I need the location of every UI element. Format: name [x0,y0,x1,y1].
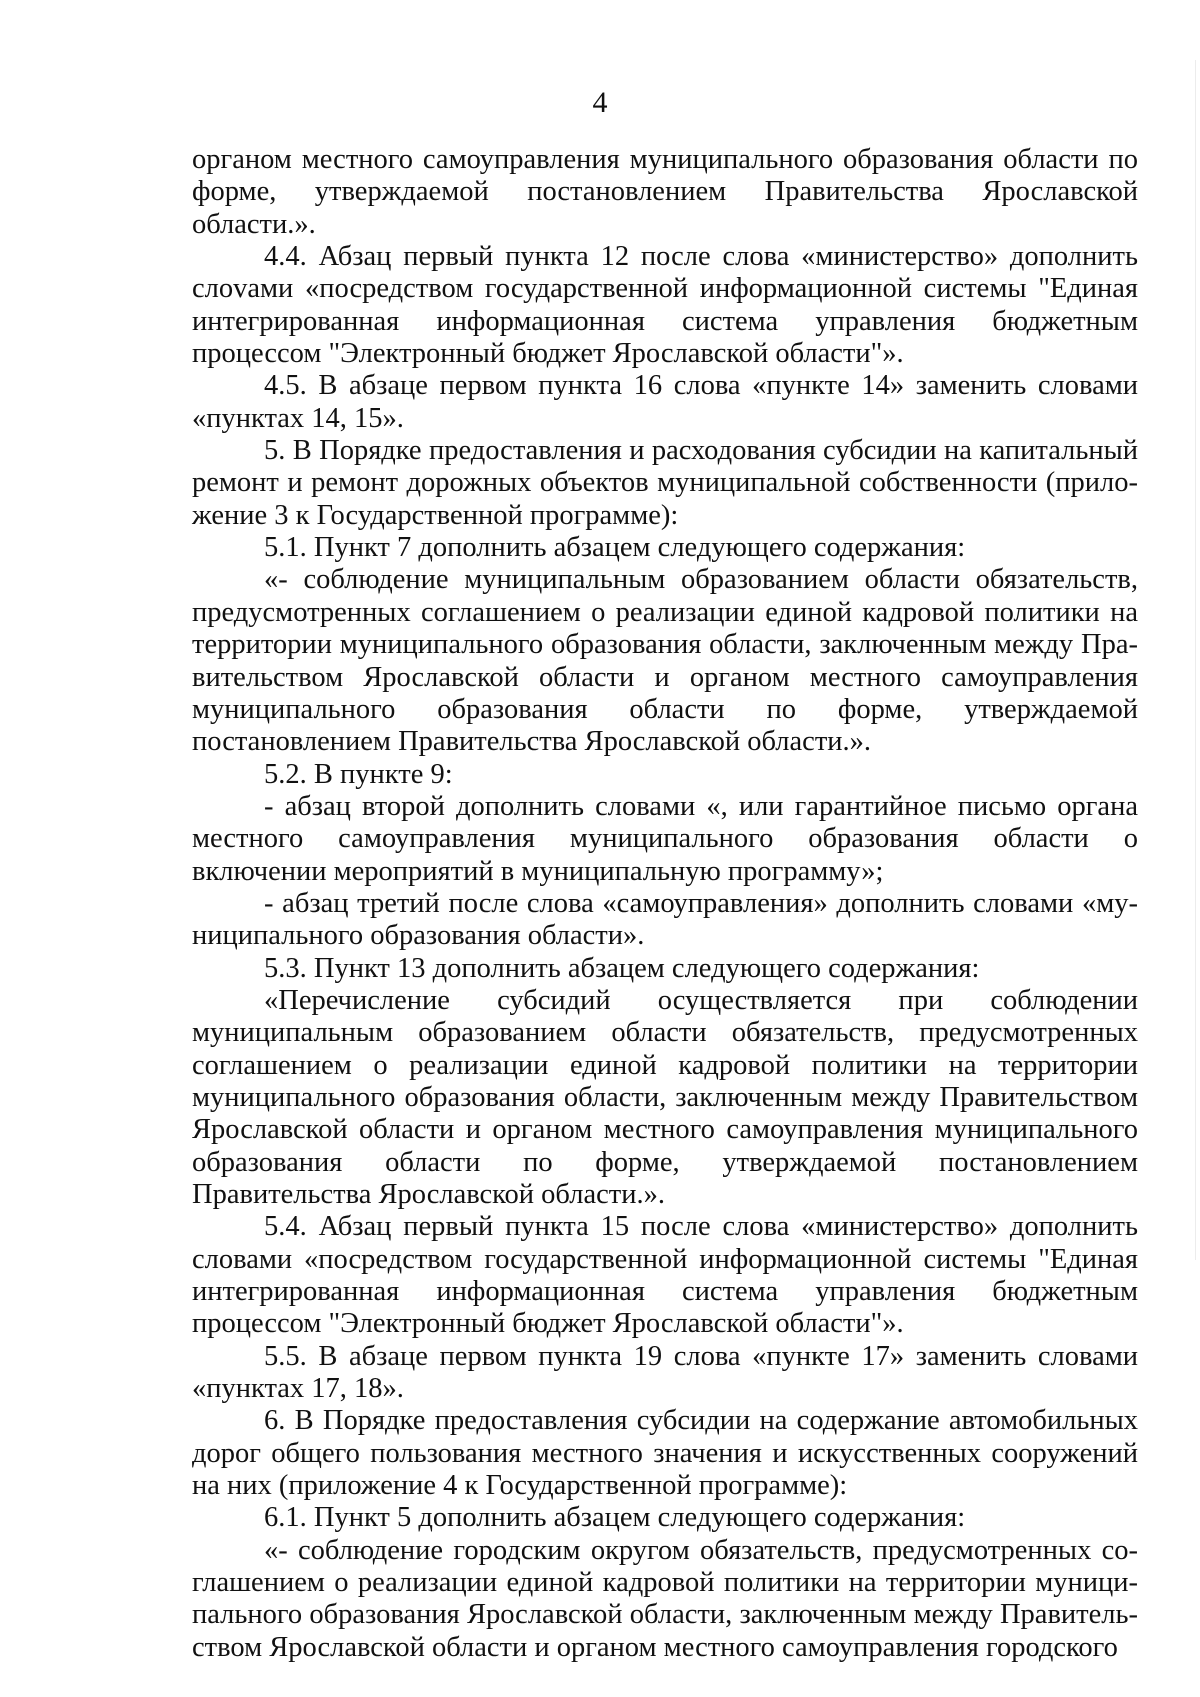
paragraph: 5.5. В абзаце первом пункта 19 слова «пункте 17» заменить словами «пунктах 17, 18». [192,1340,1138,1405]
paragraph: 5.2. В пункте 9: [264,758,453,790]
paragraph: «- соблюдение муниципальным образованием области обязательств, предусмотренных соглашением о реализации единой кадровой политики на территории муниципального образования области, заключенным между Правительством Ярославской области и органом местного самоуправления муниципального образования области по форме, утверждаемой постановлением Правительства Ярославской области.». [192,564,1138,758]
paragraph: «- соблюдение городским округом обязательств, предусмотренных соглашением о реализации единой кадровой политики на территории муниципального образования Ярославской области, заключенным между Правительством Ярославской области и органом местного самоуправления городского [192,1534,1138,1663]
scan-edge-line [1195,60,1196,1260]
paragraph: 5. В Порядке предоставления и расходования субсидии на капитальный ремонт и ремонт дорожных объектов муниципальной собственности (приложение 3 к Государственной программе): [192,435,1138,531]
paragraph: «Перечисление субсидий осуществляется при соблюдении муниципальным образованием области обязательств, предусмотренных соглашением о реализации единой кадровой политики на территории муниципального образования области, заключенным между Правительством Ярославской области и органом местного самоуправления муниципального образования области по форме, утверждаемой постановлением Правительства Ярославской области.». [192,984,1138,1210]
paragraph: - абзац второй дополнить словами «, или гарантийное письмо органа местного самоуправления муниципального образования области о включении мероприятий в муниципальную программу»; [192,790,1138,887]
paragraph: 4.4. Абзац первый пункта 12 после слова «министерство» дополнить слоvами «посредством государственной информационной системы "Единая интегрированная информационная система управления бюджетным процессом "Электронный бюджет Ярославской области"». [192,241,1138,370]
paragraph: - абзац третий после слова «самоуправления» дополнить словами «муниципального образования области». [192,887,1138,952]
paragraph: 5.3. Пункт 13 дополнить абзацем следующего содержания: [264,952,980,984]
document-body [192,144,1138,1664]
paragraph: органом местного самоуправления муниципального образования области по форме, утверждаемой постановлением Правительства Ярославской области.». [192,144,1138,240]
paragraph: 4.5. В абзаце первом пункта 16 слова «пункте 14» заменить словами «пунктах 14, 15». [192,370,1138,434]
paragraph: 5.4. Абзац первый пункта 15 после слова «министерство» дополнить словами «посредством государственной информационной системы "Единая интегрированная информационная система управления бюджетным процессом "Электронный бюджет Ярославской области"». [192,1211,1138,1340]
paragraph: 6. В Порядке предоставления субсидии на содержание автомобильных дорог общего пользования местного значения и искусственных сооружений на них (приложение 4 к Государственной программе): [192,1405,1138,1502]
paragraph: 6.1. Пункт 5 дополнить абзацем следующего содержания: [264,1502,966,1534]
page-number: 4 [592,86,608,119]
paragraph: 5.1. Пункт 7 дополнить абзацем следующего содержания: [264,532,966,564]
